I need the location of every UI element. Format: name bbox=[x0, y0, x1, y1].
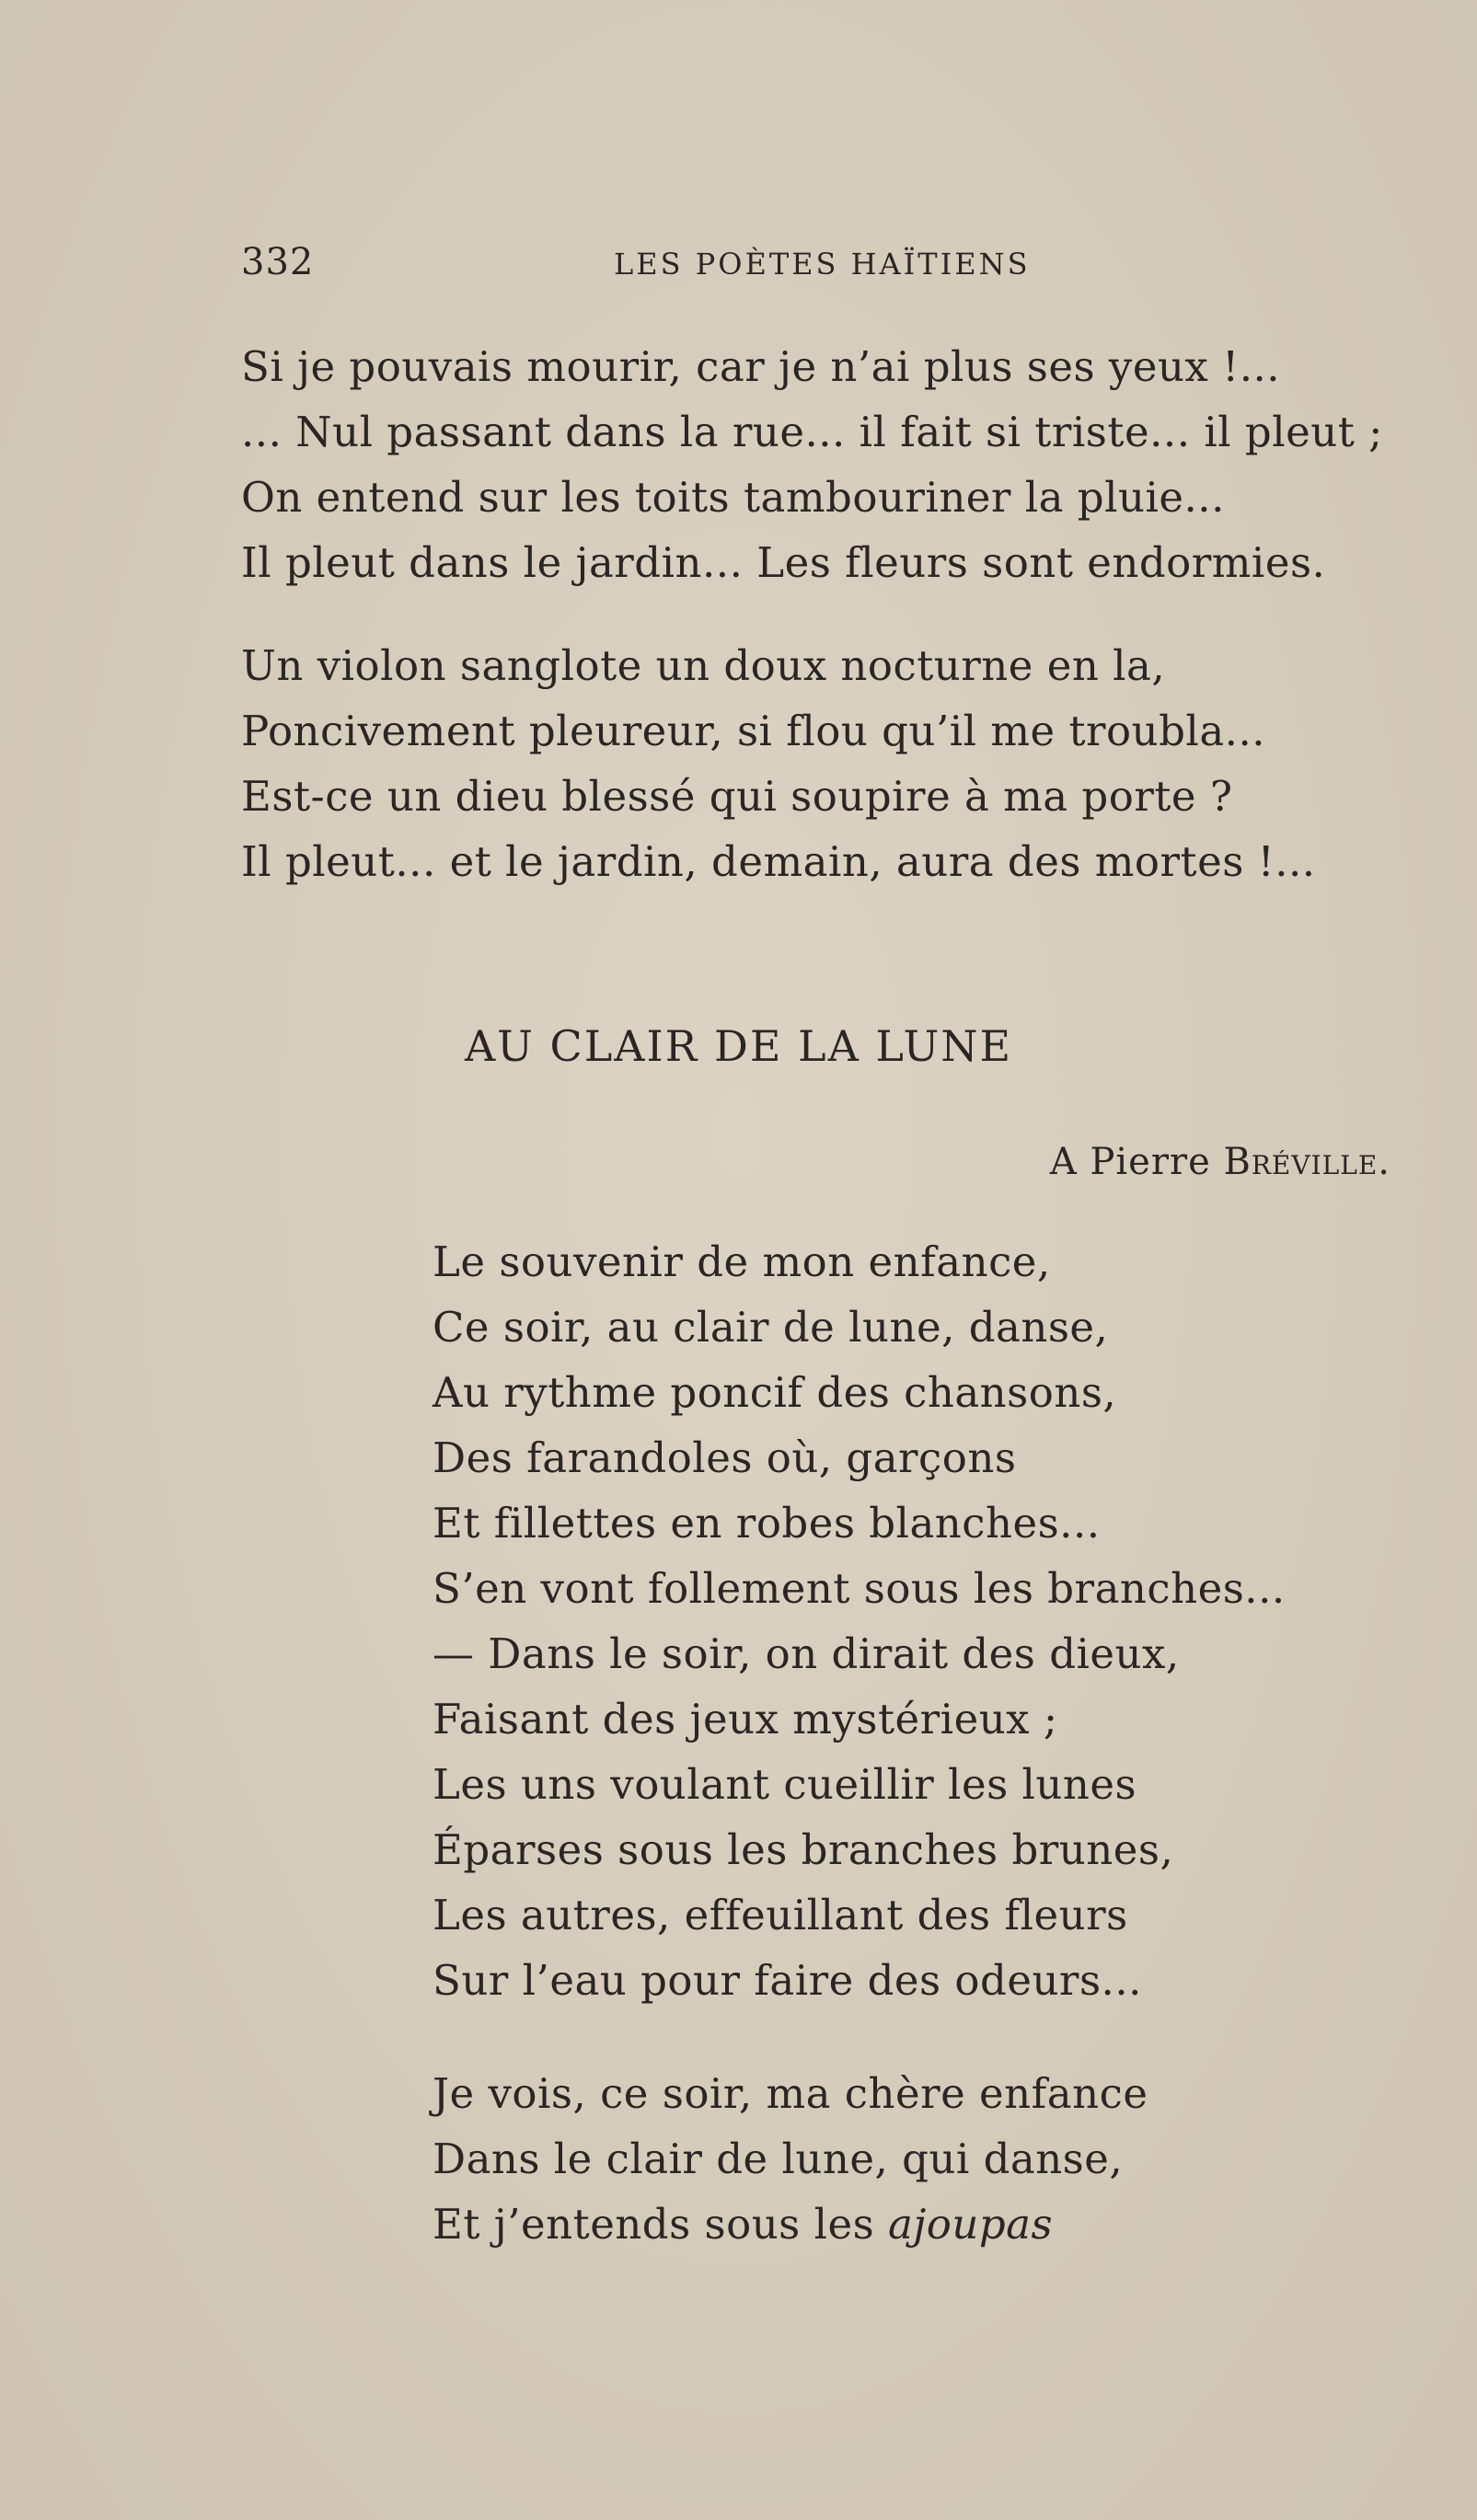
dedication-prefix: A Pierre bbox=[1049, 1141, 1224, 1183]
verse-line-italic-word: ajoupas bbox=[888, 2200, 1054, 2249]
verse-line: Ce soir, au clair de lune, danse, bbox=[433, 1303, 1109, 1352]
verse-line bbox=[433, 2192, 1148, 2257]
verse-line: Sur l’eau pour faire des odeurs... bbox=[433, 1956, 1142, 2005]
previous-poem-stanza-1 bbox=[241, 334, 1383, 595]
verse-line: Je vois, ce soir, ma chère enfance bbox=[433, 2069, 1148, 2118]
previous-poem-stanza-2 bbox=[241, 633, 1316, 894]
verse-line: Au rythme poncif des chansons, bbox=[433, 1368, 1117, 1417]
verse-line: Et fillettes en robes blanches... bbox=[433, 1499, 1101, 1548]
verse-line: Poncivement pleureur, si flou qu’il me troubla... bbox=[241, 707, 1266, 755]
verse-line: Est-ce un dieu blessé qui soupire à ma porte ? bbox=[241, 772, 1233, 821]
verse-line: Si je pouvais mourir, car je n’ai plus ses yeux !... bbox=[241, 342, 1281, 391]
verse-line: Les uns voulant cueillir les lunes bbox=[433, 1760, 1137, 1809]
verse-line: Des farandoles où, garçons bbox=[433, 1433, 1017, 1482]
verse-line: S’en vont follement sous les branches... bbox=[433, 1564, 1286, 1613]
verse-line: Dans le clair de lune, qui danse, bbox=[433, 2135, 1124, 2183]
verse-line: On entend sur les toits tambouriner la pluie... bbox=[241, 473, 1225, 522]
dedication bbox=[1050, 1141, 1390, 1183]
verse-line: Il pleut... et le jardin, demain, aura des mortes !... bbox=[241, 837, 1316, 886]
poem-title: AU CLAIR DE LA LUNE bbox=[464, 1021, 1013, 1071]
page-number: 332 bbox=[241, 241, 315, 283]
running-head bbox=[241, 241, 1327, 296]
verse-line: Faisant des jeux mystérieux ; bbox=[433, 1695, 1058, 1743]
verse-line-text: Et j’entends sous les bbox=[433, 2200, 888, 2249]
verse-line: Les autres, effeuillant des fleurs bbox=[433, 1891, 1128, 1939]
dedication-name: Bréville. bbox=[1223, 1141, 1390, 1183]
poem-stanza-1 bbox=[433, 1229, 1286, 2013]
verse-line: Éparses sous les branches brunes, bbox=[433, 1825, 1174, 1874]
verse-line: ... Nul passant dans la rue... il fait si triste... il pleut ; bbox=[241, 408, 1383, 456]
verse-line: — Dans le soir, on dirait des dieux, bbox=[433, 1629, 1180, 1678]
poem-stanza-2 bbox=[433, 2061, 1148, 2257]
verse-line: Le souvenir de mon enfance, bbox=[433, 1237, 1051, 1286]
verse-line: Un violon sanglote un doux nocturne en la, bbox=[241, 641, 1166, 690]
verse-line: Il pleut dans le jardin... Les fleurs sont endormies. bbox=[241, 538, 1326, 587]
running-title: LES POÈTES HAÏTIENS bbox=[614, 247, 1031, 282]
